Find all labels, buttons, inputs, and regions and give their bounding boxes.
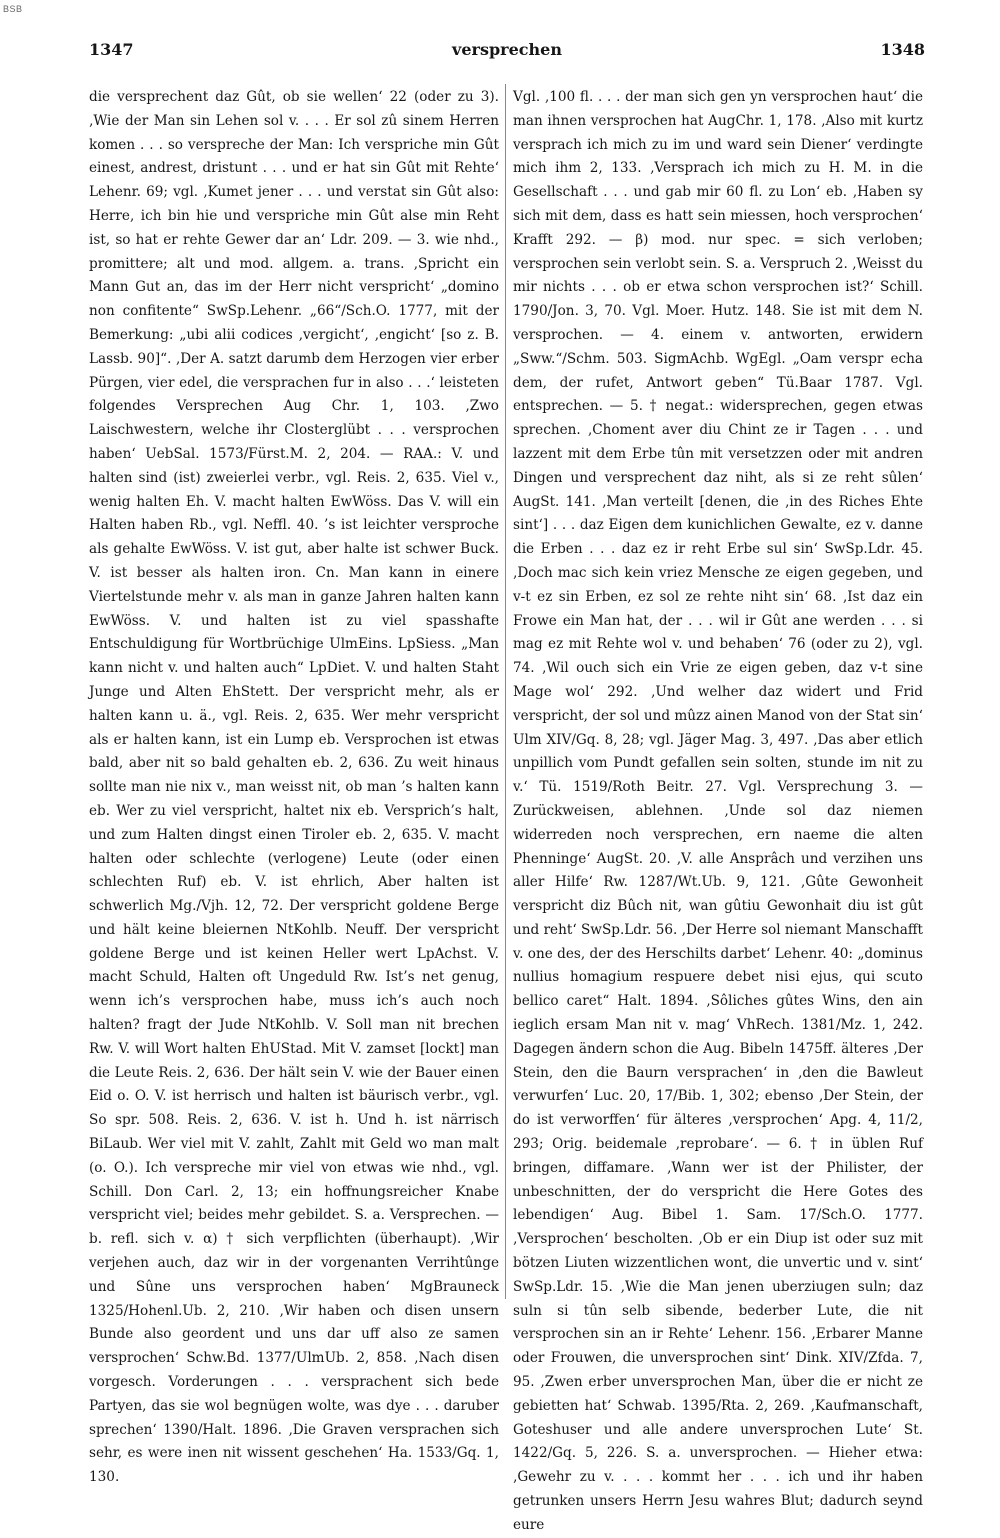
right-column-text: Vgl. ‚100 fl. . . . der man sich gen yn versprochen haut‘ die man ihnen versprochen hat AugChr. 1, 178. ‚Also mit kurtz versprach ich mich zu im und ward sein Diener‘ verdingte mich ihm 2, 133. ‚Versprach ich mich zu H. M. in die Gesellschaft . . . und gab mir 60 fl. zu Lon‘ eb. ‚Haben sy sich mit dem, dass es hatt sein miessen, hoch versprochen‘ Krafft 292. — β) mod. nur spec. = sich verloben; versprochen sein verlobt sein. S. a. Verspruch 2. ‚Weisst du mir nichts . . . ob er etwa schon versprochen ist?‘ Schill. 1790/Jon. 3, 70. Vgl. Moer. Hutz. 148. Sie ist mit dem N. versprochen. — 4. einem v. antworten, erwidern „Sww.“/Schm. 503. SigmAchb. WgEgl. „Oam verspr echa dem, der rufet, Antwort geben“ Tü.Baar 1787. Vgl. entsprechen. — 5. † negat.: widersprechen, gegen etwas sprechen. ‚Choment aver diu Chint ze ir Tagen . . . und lazzent mit dem Erbe tûn mit versetzzen oder mit andren Dingen und versprechent daz niht, als si ze reht sûlen‘ AugSt. 141. ‚Man verteilt [denen, die ‚in des Riches Ehte sint‘] . . . daz Eigen dem kunichlichen Gewalte, ez v. danne die Erben . . . daz ez ir reht Erbe sul sin‘ SwSp.Ldr. 45. ‚Doch mac sich kein vriez Mensche ze eigen gegeben, und v-t ez sin Erben, ez sol ze rehte niht sin‘ 68. ‚Ist daz ein Frowe ein Man hat, der . . . wil ir Gût ane werden . . . si mag ez mit Rehte wol v. und behaben‘ 76 (oder zu 2), vgl. 74. ‚Wil ouch sich ein Vrie ze eigen geben, daz v-t sine Mage wol‘ 292. ‚Und welher daz widert und Frid verspricht, der sol und mûzz ainen Manod von der Stat sin‘ Ulm XIV/Gq. 8, 28; vgl. Jäger Mag. 3, 497. ‚Das aber etlich unpillich vom Pundt gefallen sein solten, stunde im nit zu v.‘ Tü. 1519/Roth Beitr. 27. Vgl. Versprechung 3. — Zurückweisen, ablehnen. ‚Unde sol daz niemen widerreden noch versprechen, ern naeme die alten Phenninge‘ AugSt. 20. ‚V. alle Ansprâch und verzihen uns aller Hilfe‘ Rw. 1287/Wt.Ub. 9, 121. ‚Gûte Gewonheit verspricht diz Bûch nit, wan gûtiu Gewonhait diu ist gût und reht‘ SwSp.Ldr. 56. ‚Der Herre sol niemant Manschafft v. one des, der des Herschilts darbet‘ Lehenr. 40: „dominus nullius homagium respuere debet nisi ejus, qui scuto bellico caret“ Halt. 1894. ‚Sôliches gûtes Wins, den ain ieglich ersam Man nit v. mag‘ VhRech. 1381/Mz. 1, 242. Dagegen ändern schon die Aug. Bibeln 1475ff. älteres ‚Der Stein, den die Baurn versprachen‘ in ‚den die Bawleut verwurfen‘ Luc. 20, 17/Bib. 1, 302; ebenso ‚Der Stein, der do ist verworffen‘ für älteres ‚versprochen‘ Apg. 4, 11/2, 293; Orig. beidemale ‚reprobare‘. — 6. † in üblen Ruf bringen, diffamare. ‚Wann wer ist der Philister, der unbeschnitten, der do verspricht die Here Gotes des lebendigen‘ Aug. Bibel 1. Sam. 17/Sch.O. 1777. ‚Versprochen‘ bescholten. ‚Ob er ein Diup ist oder suz mit bötzen Liuten wizzentlichen wont, die unvertic und v. sint‘ SwSp.Ldr. 15. ‚Wie die Man jenen uberziugen suln; daz suln si tûn selb sibende, bederber Lute, die nit versprochen sin an ir Rehte‘ Lehenr. 156. ‚Erbarer Manne oder Frouwen, die unversprochen sint‘ Dink. XIV/Zfda. 7, 95. ‚Zwen erber unversprochen Man, über die er nicht ze gebietten hat‘ Schwab. 1395/Rta. 2, 269. ‚Kaufmanschaft, Goteshuser und alle andere unversprochen Lute‘ St. 1422/Gq. 5, 226. S. a. unversprochen. — Hieher etwa: ‚Gewehr zu v. . . . kommt her . . . ich und ihr haben getrunken unsers Herrn Jesu wahres Blut; dadurch seynd eure: [513, 89, 923, 1533]
running-headword: versprechen: [452, 40, 562, 59]
library-stamp: BSB: [3, 4, 23, 14]
left-column-text: die versprechent daz Gût, ob sie wellen‘ 22 (oder zu 3). ‚Wie der Man sin Lehen sol v. . . . Er sol zû sinem Herren komen . . . so verspreche der Man: Ich verspriche min Gût einest, andrest, dristunt . . . und er hat sin Gût mit Rehte‘ Lehenr. 69; vgl. ‚Kumet jener . . . und verstat sin Gût also: Herre, ich bin hie und verspriche min Gût alse min Reht ist, so hat er rehte Gewer dar an‘ Ldr. 209. — 3. wie nhd., promittere; alt und mod. allgem. a. trans. ‚Spricht ein Mann Gut an, das im der Herr nicht verspricht‘ „domino non confitente“ SwSp.Lehenr. „66“/Sch.O. 1777, mit der Bemerkung: „ubi alii codices ‚vergicht‘, ‚engicht‘ [so z. B. Lassb. 90]“. ‚Der A. satzt darumb dem Herzogen vier erber Pürgen, vier edel, die versprachen fur in also . . .‘ leisteten folgendes Versprechen Aug Chr. 1, 103. ‚Zwo Laischwestern, welche ihr Closterglübt . . . versprochen haben‘ UebSal. 1573/Fürst.M. 2, 204. — RAA.: V. und halten sind (ist) zweierlei verbr., vgl. Reis. 2, 635. Viel v., wenig halten Eh. V. macht halten EwWöss. Das V. will ein Halten haben Rb., vgl. Neffl. 40. ’s ist leichter versproche als gehalte EwWöss. V. ist gut, aber halte ist schwer Buck. V. ist besser als halten iron. Cn. Man kann in einere Viertelstunde mehr v. als man in ganze Jahren halten kann EwWöss. V. und halten ist zu viel spasshafte Entschuldigung für Wortbrüchige UlmEins. LpSiess. „Man kann nicht v. und halten auch“ LpDiet. V. und halten Staht Junge und Alten EhStett. Der verspricht mehr, als er halten kann u. ä., vgl. Reis. 2, 635. Wer mehr verspricht als er halten kann, ist ein Lump eb. Versprochen ist etwas bald, aber nit so bald gehalten eb. 2, 636. Zu weit hinaus sollte man nie nix v., man weisst nit, ob man ’s halten kann eb. Wer zu viel verspricht, haltet nix eb. Versprich’s halt, und zum Halten dingst einen Tiroler eb. 2, 635. V. macht halten oder schlechte (verlogene) Leute (oder einen schlechten Ruf) eb. V. ist ehrlich, Aber halten ist schwerlich Mg./Vjh. 12, 72. Der verspricht goldene Berge und hält keine bleiernen NtKohlb. Neuff. Der verspricht goldene Berge und ist keinen Heller wert LpAchst. V. macht Schuld, Halten oft Ungeduld Rw. Ist’s net genug, wenn ich’s versprochen habe, muss ich’s auch noch halten? fragt der Jude NtKohlb. V. Soll man nit brechen Rw. V. will Wort halten EhUStad. Mit V. zamset [lockt] man die Leute Reis. 2, 636. Der hält sein V. wie der Bauer einen Eid o. O. V. ist herrisch und halten ist bäurisch verbr., vgl. So spr. 508. Reis. 2, 636. V. ist h. Und h. ist närrisch BiLaub. Wer viel mit V. zahlt, Zahlt mit Geld wo man malt (o. O.). Ich verspreche mir viel von etwas wie nhd., vgl. Schill. Don Carl. 2, 13; ein hoffnungsreicher Knabe verspricht viel; beides mehr gebildet. S. a. Versprechen. — b. refl. sich v. α) † sich verpflichten (überhaupt). ‚Wir verjehen auch, daz wir in der vorgenanten Verrihtûnge und Sûne uns versprochen haben‘ MgBrauneck 1325/Hohenl.Ub. 2, 210. ‚Wir haben och disen unsern Bunde also geordent und uns dar uff also ze samen versprochen‘ Schw.Bd. 1377/UlmUb. 2, 858. ‚Nach disen vorgesch. Vorderungen . . . versprachent sich bede Partyen, das sie wol begnügen wolte, was dye . . . daruber sprechen‘ 1390/Halt. 1896. ‚Die Graven versprachen sich sehr, es were inen nit wissent geschehen‘ Ha. 1533/Gq. 1, 130.: [89, 89, 499, 1486]
right-column: [513, 86, 923, 1533]
page-header: [89, 40, 925, 70]
page-number-right: 1348: [880, 40, 925, 59]
left-column: [89, 86, 499, 1486]
column-divider: [505, 84, 506, 1299]
page-number-left: 1347: [89, 40, 134, 59]
